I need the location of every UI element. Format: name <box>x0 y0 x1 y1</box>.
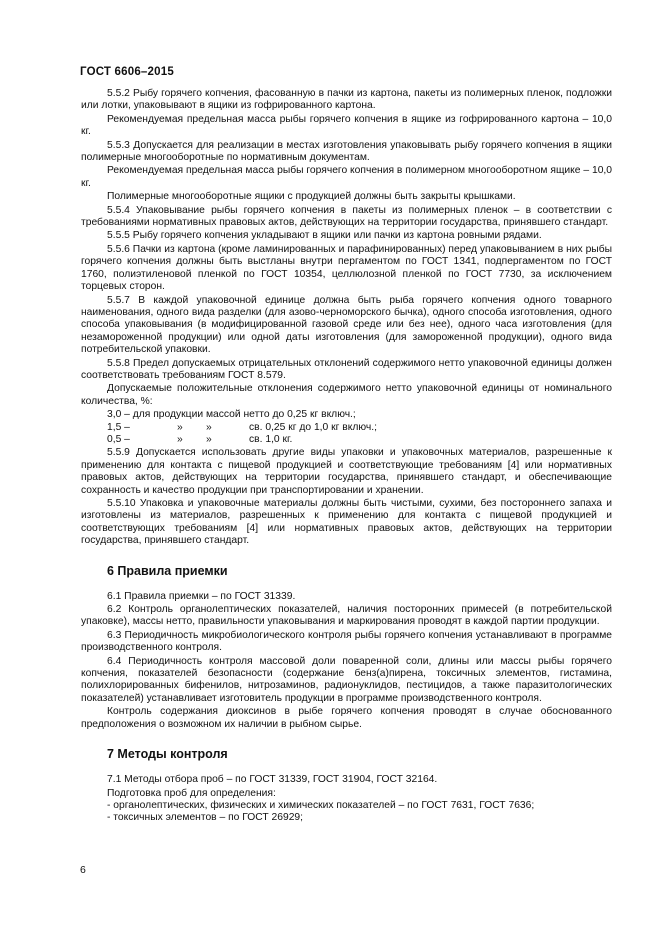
section-6-heading: 6 Правила приемки <box>107 563 228 578</box>
paragraph-recommended-mass-2: Рекомендуемая предельная масса рыбы горячего копчения в полимерном многооборотном ящике – 10,0 кг. <box>81 165 613 189</box>
paragraph-5-5-10: 5.5.10 Упаковка и упаковочные материалы должны быть чистыми, сухими, без постороннего запаха и изготовлены из материалов, разрешенных к применению для контакта с пищевой продукцией и соответствующих требованиям [4] или нормативных правовых актов, действующих на территории государства, принявшего стандарт. <box>81 498 612 547</box>
page-number: 6 <box>80 864 86 876</box>
paragraph-recommended-mass-1: Рекомендуемая предельная масса рыбы горячего копчения в ящике из гофрированного картона – 10,0 кг. <box>81 113 612 138</box>
paragraph-6-3: 6.3 Периодичность микробиологического контроля рыбы горячего копчения устанавливают в программе производственного контроля. <box>81 629 612 654</box>
paragraph-5-5-2: 5.5.2 Рыбу горячего копчения, фасованную в пачки из картона, пакеты из полимерных пленок, подложки или лотки, упаковывают в ящики из гофрированного картона. <box>81 88 612 112</box>
paragraph-6-2: 6.2 Контроль органолептических показателей, наличия посторонних примесей (в потребительской упаковке), массы нетто, правильности упаковывания и маркирования проводят в каждой партии продукции. <box>81 604 612 628</box>
paragraph-7-1: 7.1 Методы отбора проб – по ГОСТ 31339, ГОСТ 31904, ГОСТ 32164. <box>107 774 438 786</box>
paragraph-5-5-7: 5.5.7 В каждой упаковочной единице должна быть рыба горячего копчения одного товарного наименования, одного вида разделки (для азово-черноморского бычка), одного способа изготовления, одного способа упаковывания (в модифицированной газовой среде или без нее), одного часа изготовления (для незамороженной продукции) или одной даты изготовления (для замороженной продукции), одного вида потребительской упаковки. <box>81 294 612 356</box>
ditto-mark: » <box>206 421 212 433</box>
section-7-heading: 7 Методы контроля <box>107 747 228 762</box>
document-body <box>81 88 612 825</box>
norm-value: 1,5 – <box>107 421 130 433</box>
paragraph-5-5-6: 5.5.6 Пачки из картона (кроме ламинированных и парафинированных) перед упаковыванием в них рыбы горячего копчения должны быть выстланы внутри пергаментом по ГОСТ 1341, подпергаментом по ГОСТ 1760, полиэтиленовой пленкой по ГОСТ 10354, целлюлозной пленкой по ГОСТ 7730, за исключением торцевых сторон. <box>81 243 612 293</box>
paragraph-6-1: 6.1 Правила приемки – по ГОСТ 31339. <box>107 590 296 602</box>
ditto-mark: » <box>177 433 183 445</box>
list-item: - токсичных элементов – по ГОСТ 26929; <box>107 812 304 824</box>
norm-text: св. 0,25 кг до 1,0 кг включ.; <box>249 421 377 433</box>
list-item: - органолептических, физических и химических показателей – по ГОСТ 7631, ГОСТ 7636; <box>107 799 535 811</box>
paragraph-lids: Полимерные многооборотные ящики с продукцией должны быть закрыты крышками. <box>107 191 516 203</box>
norm-row <box>81 434 612 446</box>
paragraph-dioxins: Контроль содержания диоксинов в рыбе горячего копчения проводят в случае обоснованного предположения о возможном их наличии в рыбном сырье. <box>81 706 612 730</box>
paragraph-6-4: 6.4 Периодичность контроля массовой доли поваренной соли, длины или массы рыбы горячего копчения, показателей безопасности (содержание бенз(а)пирена, токсичных элементов, гистамина, полихлорированных бифенилов, нитрозаминов, радионуклидов, пестицидов, а также паразитологических показателей) устанавливает изготовитель продукции в программе производственного контроля. <box>81 655 612 704</box>
paragraph-5-5-3: 5.5.3 Допускается для реализации в местах изготовления упаковывать рыбу горячего копчения в ящики полимерные многооборотные по нормативным документам. <box>81 139 612 164</box>
norm-line-first: 3,0 – для продукции массой нетто до 0,25 кг включ.; <box>107 409 356 421</box>
paragraph-sample-prep: Подготовка проб для определения: <box>107 787 276 799</box>
paragraph-5-5-5: 5.5.5 Рыбу горячего копчения укладывают в ящики или пачки из картона ровными рядами. <box>107 230 542 242</box>
paragraph-5-5-9: 5.5.9 Допускается использовать другие виды упаковки и упаковочных материалов, разрешенные к применению для контакта с пищевой продукцией и соответствующие требованиям [4] или нормативных правовых актов, действующих на территории государства, принявшего стандарт, и обеспечивающие сохранность и качество продукции при транспортировании и хранении. <box>81 447 612 496</box>
ditto-mark: » <box>177 421 183 433</box>
ditto-mark: » <box>206 433 212 445</box>
norm-row <box>81 422 612 434</box>
document-code-header: ГОСТ 6606–2015 <box>80 66 174 78</box>
norm-text: св. 1,0 кг. <box>249 433 293 445</box>
paragraph-5-5-4: 5.5.4 Упаковывание рыбы горячего копчения в пакеты из полимерных пленок – в соответствии с требованиями нормативных правовых актов, действующих на территории государства, принявшего стандарт. <box>81 204 612 229</box>
paragraph-positive-deviations: Допускаемые положительные отклонения содержимого нетто упаковочной единицы от номинального количества, %: <box>81 383 612 407</box>
paragraph-5-5-8: 5.5.8 Предел допускаемых отрицательных отклонений содержимого нетто упаковочной единицы должен соответствовать требованиям ГОСТ 8.579. <box>81 357 612 381</box>
norm-value: 0,5 – <box>107 433 130 445</box>
